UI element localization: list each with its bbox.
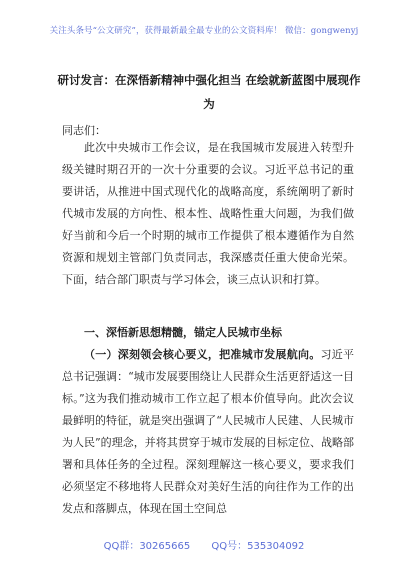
salutation: 同志们： bbox=[62, 124, 106, 137]
section-heading: 一、深悟新思想精髓，锚定人民城市坐标 bbox=[84, 326, 282, 339]
footer-qq-group: QQ群：30265665 bbox=[103, 541, 191, 552]
footer-contact bbox=[0, 537, 408, 552]
header-note: 关注头条号“公文研究”，获得最新最全最专业的公文资料库！ 微信：gongwenyj bbox=[49, 26, 359, 36]
paragraph-sub-1 bbox=[62, 344, 354, 520]
paragraph-intro: 此次中央城市工作会议，是在我国城市发展进入转型升级关键时期召开的一次十分重要的会议。习近平总书记的重要讲话，从推进中国式现代化的战略高度，系统阐明了新时代城市发展的方向性、根本性、战略性重大问题，为我们做好当前和今后一个时期的城市工作提供了根本遵循作为自然资源和规划主管部门负责同志，我深感责任重大使命光荣。下面，结合部门职责与学习体会，谈三点认识和打算。 bbox=[62, 141, 354, 286]
footer-qq: QQ号：535304092 bbox=[211, 541, 305, 552]
sub-1-text: 习近平总书记强调：“城市发展要围绕让人民群众生活更舒适这一目标。”这为我们推动城市工作立起了根本价值导向。此次会议最鲜明的特征，就是突出强调了“人民城市人民建、人民城市为人民”的理念，并将其贯穿于城市发展的目标定位、战略部署和具体任务的全过程。深刻理解这一核心要义，要求我们必须坚定不移地将人民群众对美好生活的向往作为工作的出发点和落脚点，体现在国土空间总 bbox=[62, 348, 355, 515]
sub-heading: （一）深刻领会核心要义，把准城市发展航向。 bbox=[84, 348, 321, 361]
document-title: 研讨发言：在深悟新精神中强化担当 在绘就新蓝图中展现作为 bbox=[57, 73, 361, 111]
